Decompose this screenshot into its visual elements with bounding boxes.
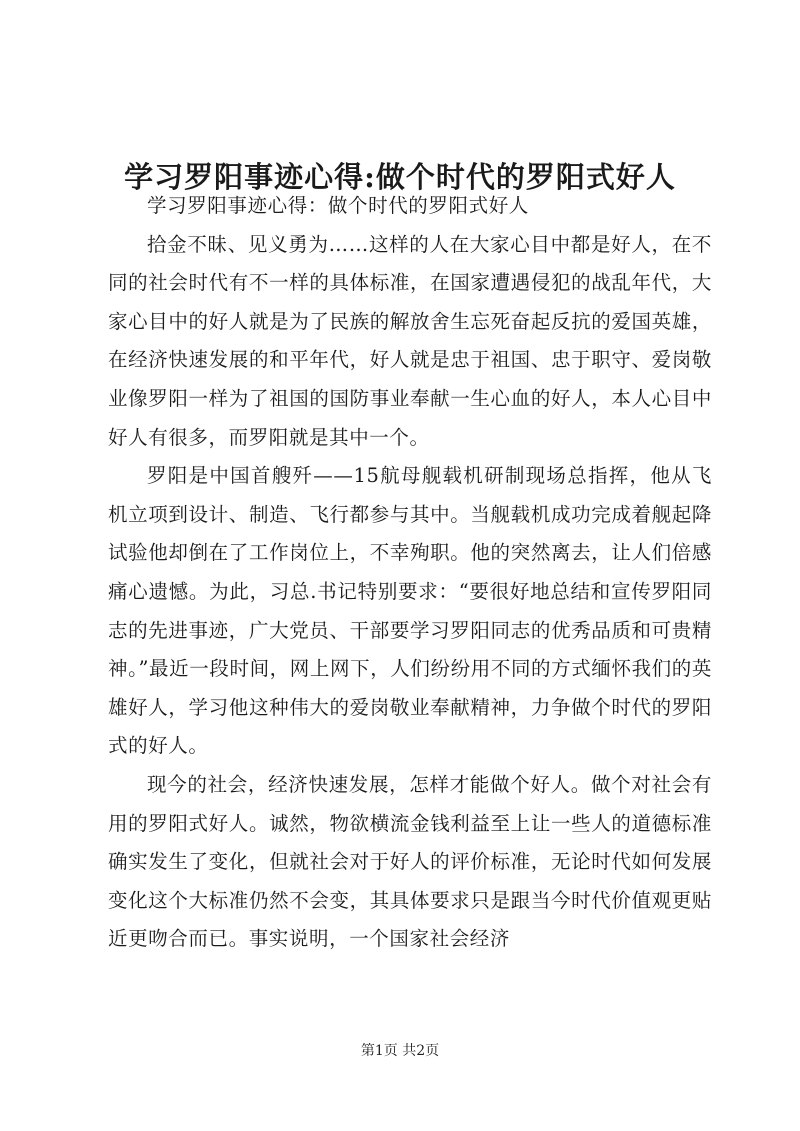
body-paragraph: 罗阳是中国首艘歼——15航母舰载机研制现场总指挥，他从飞机立项到设计、制造、飞行都参与其中。当舰载机成功完成着舰起降试验他却倒在了工作岗位上，不幸殉职。他的突然离去，让人们倍感痛心遗憾。为此，习总.书记特别要求：“要很好地总结和宣传罗阳同志的先进事迹，广大党员、干部要学习罗阳同志的优秀品质和可贵精神。”最近一段时间，网上网下，人们纷纷用不同的方式缅怀我们的英雄好人，学习他这种伟大的爱岗敬业奉献精神，力争做个时代的罗阳式的好人。 [108, 464, 712, 758]
subtitle-paragraph: 学习罗阳事迹心得：做个时代的罗阳式好人 [147, 194, 529, 217]
document-body [108, 187, 712, 959]
document-title: 学习罗阳事迹心得:做个时代的罗阳式好人 [124, 160, 676, 195]
page-footer: 第1页 共2页 [360, 1043, 440, 1059]
body-paragraph: 现今的社会，经济快速发展，怎样才能做个好人。做个对社会有用的罗阳式好人。诚然，物欲横流金钱利益至上让一些人的道德标准确实发生了变化，但就社会对于好人的评价标准，无论时代如何发展变化这个大标准仍然不会变，其具体要求只是跟当今时代价值观更贴近更吻合而已。事实说明，一个国家社会经济 [108, 772, 712, 951]
body-paragraph: 拾金不昧、见义勇为……这样的人在大家心目中都是好人，在不同的社会时代有不一样的具体标准，在国家遭遇侵犯的战乱年代，大家心目中的好人就是为了民族的解放舍生忘死奋起反抗的爱国英雄，在经济快速发展的和平年代，好人就是忠于祖国、忠于职守、爱岗敬业像罗阳一样为了祖国的国防事业奉献一生心血的好人，本人心目中好人有很多，而罗阳就是其中一个。 [108, 232, 712, 449]
